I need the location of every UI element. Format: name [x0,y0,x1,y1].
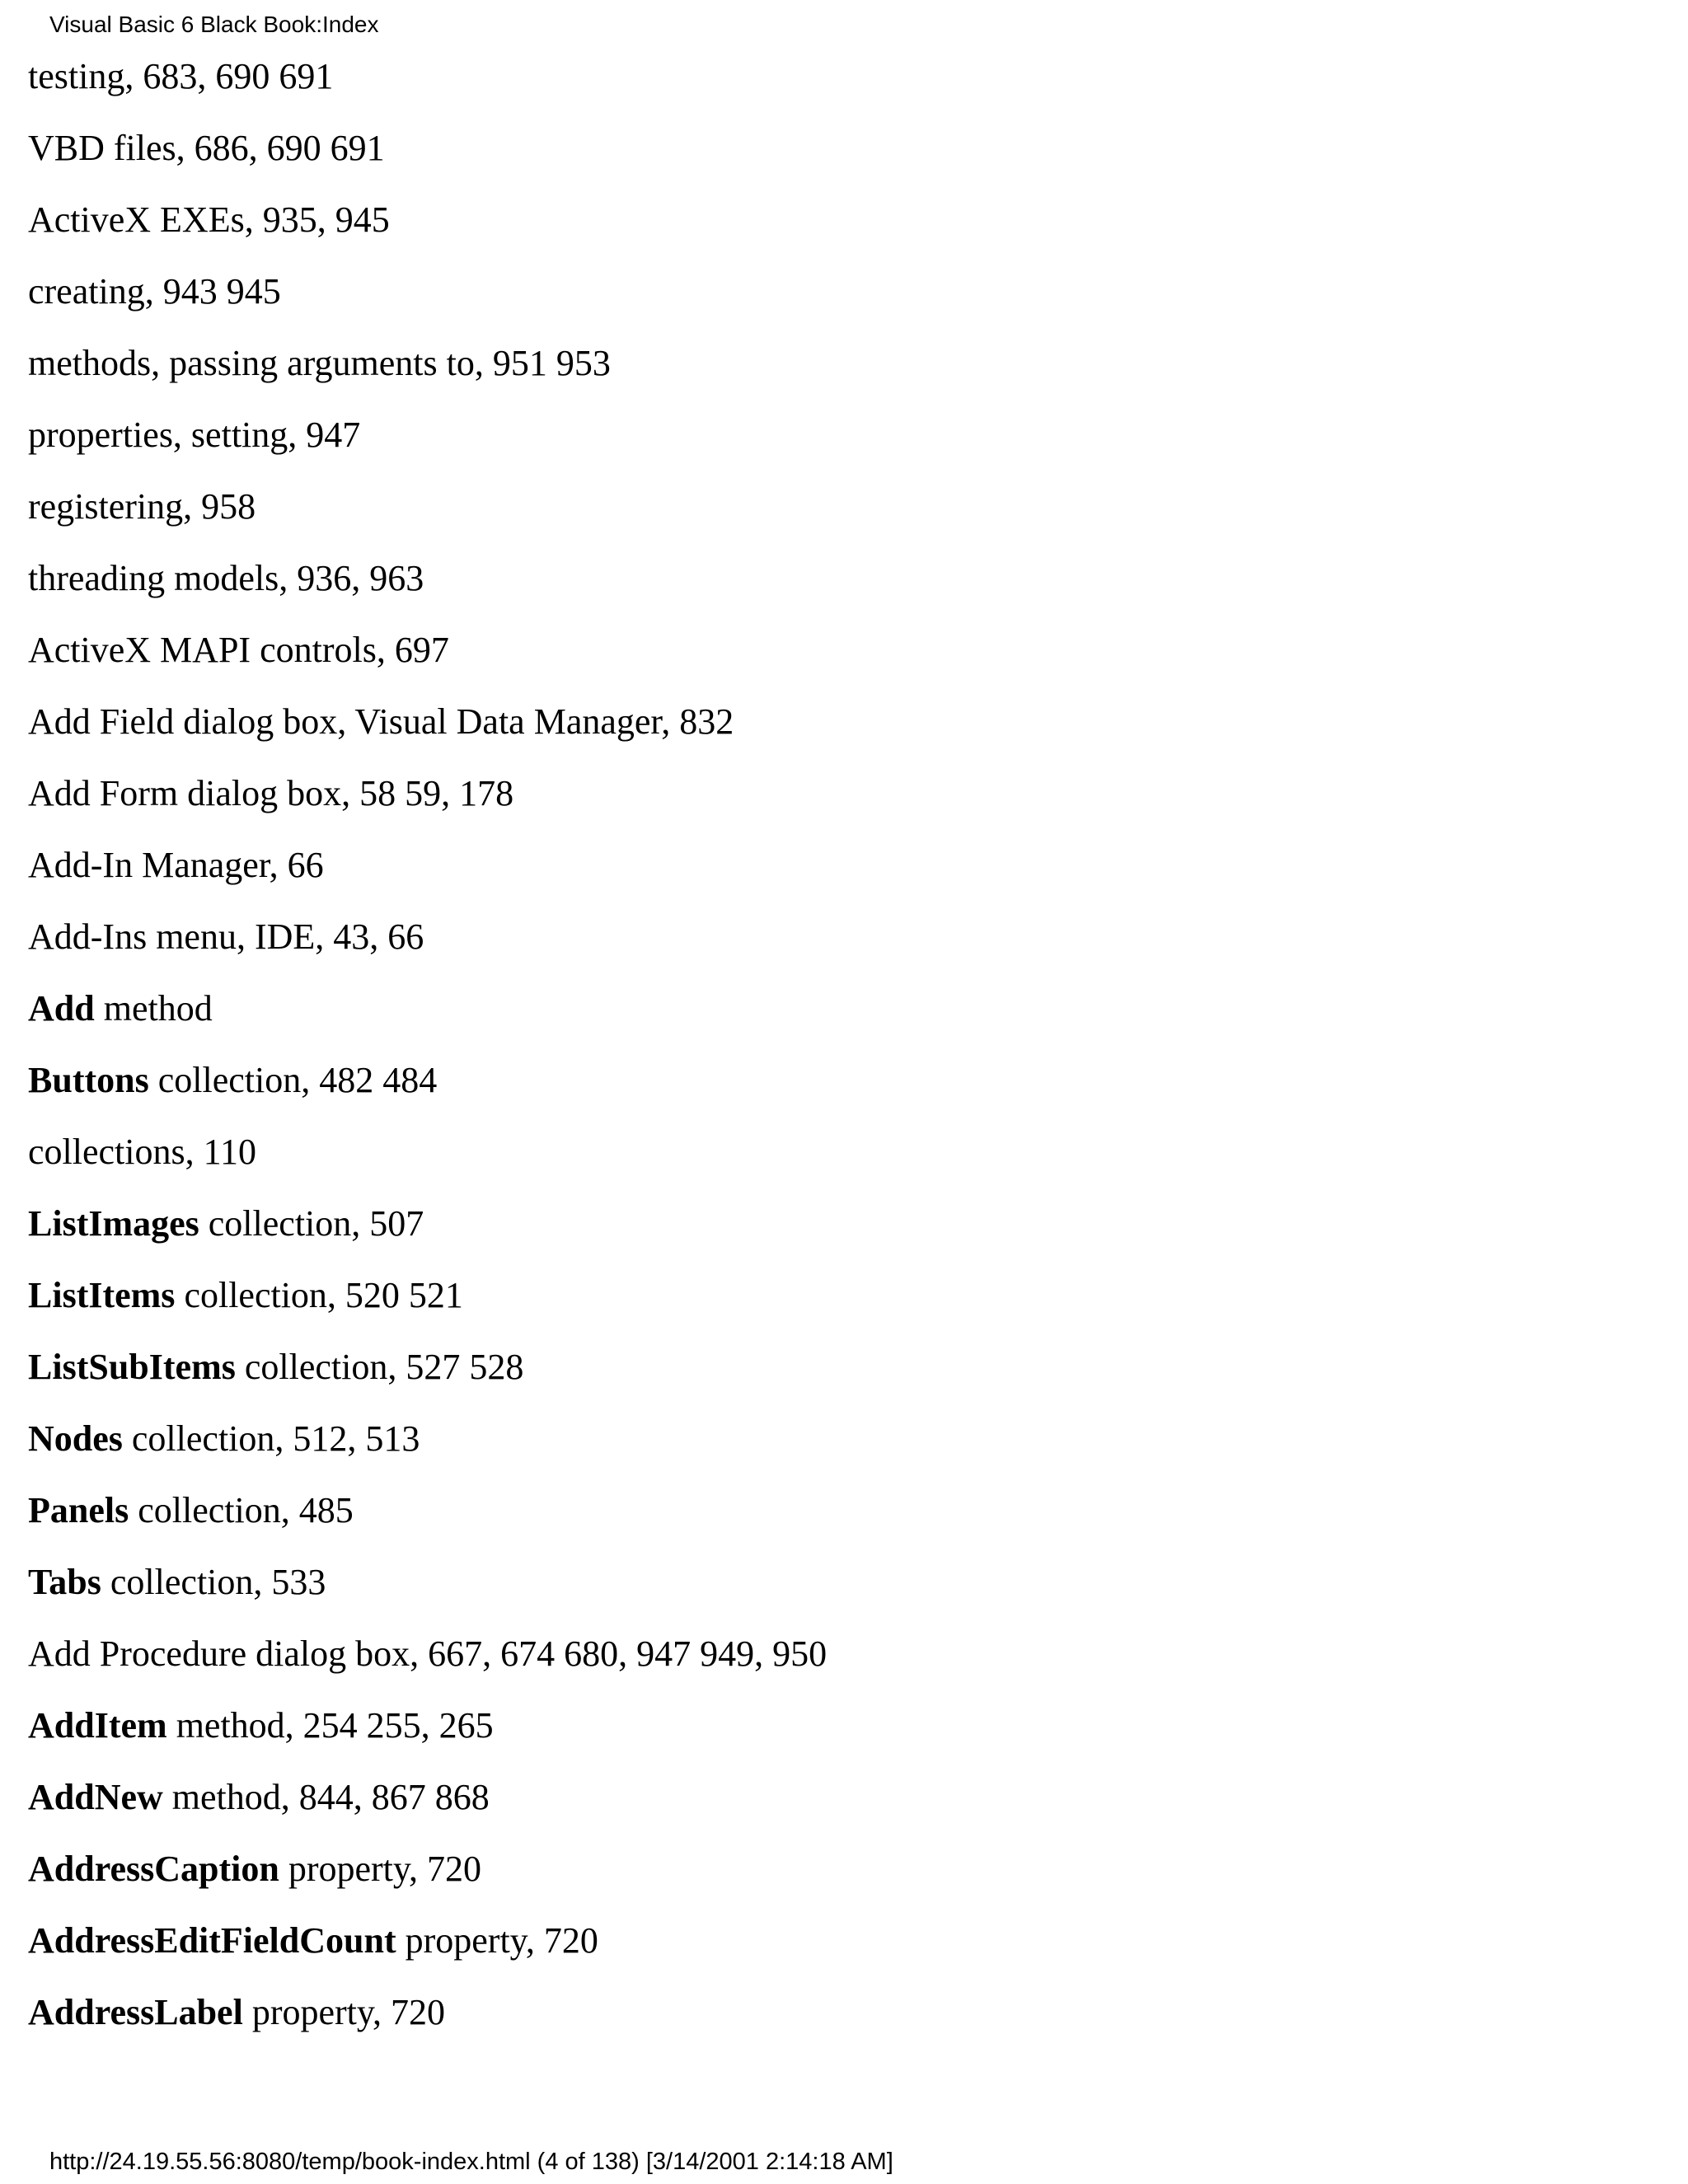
index-entry [28,1917,827,1989]
index-term-text: Add-In Manager, 66 [28,845,324,885]
index-term-bold: AddressEditFieldCount [28,1920,396,1961]
index-entry [28,1200,827,1272]
index-term-text: methods, passing arguments to, 951 953 [28,343,611,383]
index-entry [28,483,827,555]
index-term-text: collection, 533 [101,1562,326,1602]
index-entry [28,1702,827,1774]
index-term-bold: AddNew [28,1777,163,1817]
index-entry [28,841,827,913]
index-term-bold: ListSubItems [28,1347,236,1387]
index-entry [28,626,827,698]
index-entry [28,268,827,340]
index-term-text: Add-Ins menu, IDE, 43, 66 [28,916,424,957]
index-entry [28,770,827,841]
index-entry [28,340,827,411]
index-entry [28,1487,827,1558]
index-term-text: collection, 485 [129,1490,354,1530]
index-term-bold: AddressLabel [28,1992,243,2032]
index-term-bold: ListItems [28,1275,176,1315]
index-term-bold: AddressCaption [28,1849,279,1889]
index-term-text: registering, 958 [28,486,256,527]
index-term-text: method, 254 255, 265 [166,1705,494,1746]
index-term-text: properties, setting, 947 [28,415,361,455]
index-term-text: collection, 507 [199,1203,424,1244]
index-term-text: creating, 943 945 [28,271,281,312]
index-entry [28,411,827,483]
index-term-text: collection, 527 528 [235,1347,524,1387]
index-term-bold: ListImages [28,1203,199,1244]
index-entry [28,985,827,1057]
index-term-text: ActiveX MAPI controls, 697 [28,630,449,670]
index-term-text: property, 720 [279,1849,482,1889]
index-term-text: collection, 512, 513 [122,1418,420,1459]
index-term-bold: Buttons [28,1060,149,1100]
index-term-text: method, 844, 867 868 [162,1777,490,1817]
index-entry [28,1845,827,1917]
index-entry [28,124,827,196]
index-term-text: collection, 520 521 [175,1275,463,1315]
index-term-bold: Add [28,988,95,1029]
index-term-bold: Panels [28,1490,129,1530]
index-term-bold: AddItem [28,1705,167,1746]
index-list [28,53,827,2060]
index-term-text: Add Field dialog box, Visual Data Manager, 832 [28,701,734,742]
index-entry [28,1558,827,1630]
page-footer: http://24.19.55.56:8080/temp/book-index.html (4 of 138) [3/14/2001 2:14:18 AM] [49,2149,893,2175]
index-entry [28,1415,827,1487]
index-term-bold: Tabs [28,1562,101,1602]
index-term-text: collection, 482 484 [148,1060,438,1100]
index-entry [28,1774,827,1845]
index-term-bold: Nodes [28,1418,123,1459]
index-entry [28,1989,827,2060]
index-term-text: property, 720 [396,1920,598,1961]
index-term-text: collections, 110 [28,1132,256,1172]
index-entry [28,53,827,124]
index-entry [28,698,827,770]
index-term-text: Add Form dialog box, 58 59, 178 [28,773,514,813]
index-entry [28,1128,827,1200]
index-term-text: ActiveX EXEs, 935, 945 [28,199,390,240]
index-entry [28,196,827,268]
index-entry [28,913,827,985]
index-term-text: threading models, 936, 963 [28,558,424,598]
index-entry [28,1630,827,1702]
index-entry [28,1272,827,1343]
index-entry [28,555,827,626]
index-term-text: testing, 683, 690 691 [28,56,334,96]
index-term-text: method [94,988,213,1029]
index-term-text: VBD files, 686, 690 691 [28,128,385,168]
index-term-text: Add Procedure dialog box, 667, 674 680, 947 949, 950 [28,1633,828,1674]
index-entry [28,1343,827,1415]
page-header: Visual Basic 6 Black Book:Index [49,12,379,37]
index-term-text: property, 720 [242,1992,446,2032]
index-entry [28,1057,827,1128]
